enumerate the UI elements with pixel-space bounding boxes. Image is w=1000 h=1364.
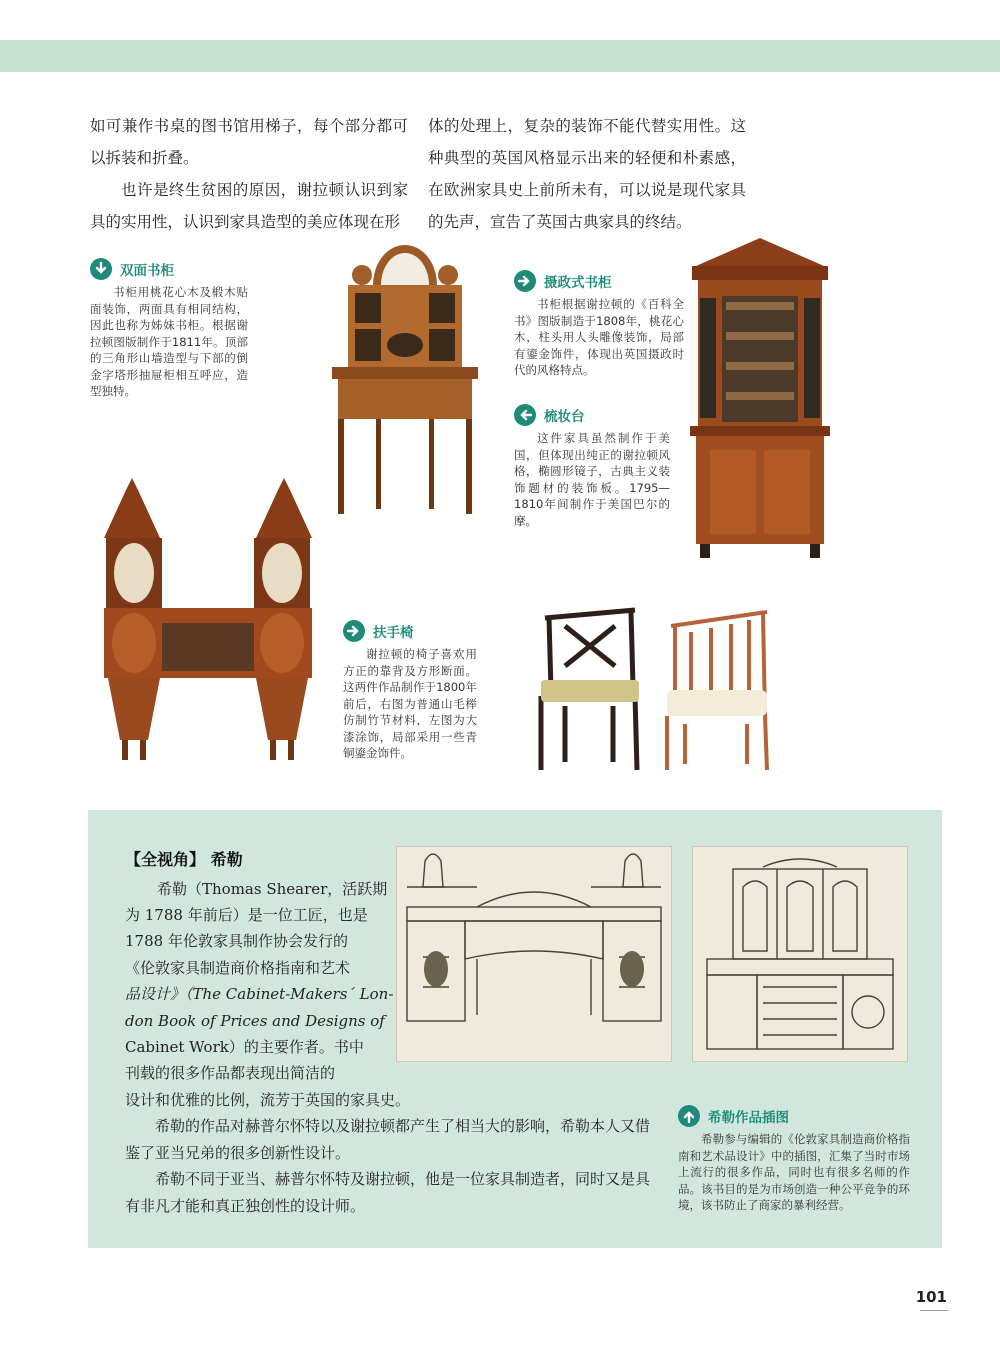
caption-text: 书柜根据谢拉顿的《百科全书》图版制造于1808年，桃花心木，柱头用人头雕像装饰，局部有鎏金饰件，体现出英国摄政时代的风格特点。 — [514, 297, 684, 377]
caption-text: 这件家具虽然制作于美国，但体现出纯正的谢拉顿风格，椭圆形镜子，古典主义装饰题材的装饰板。1795—1810年间制作于美国巴尔的摩。 — [514, 431, 670, 528]
panel-line: 刊载的很多作品都表现出简洁的 — [125, 1064, 336, 1082]
caption-text: 书柜用桃花心木及椴木贴面装饰，两面具有相同结构，因此也称为姊妹书柜。根据谢拉顿图版制作于1811年。顶部的三角形山墙造型与下部的倒金字塔形抽屉柜相互呼应，造型独特。 — [90, 285, 248, 398]
panel-paragraph-3: 希勒不同于亚当、赫普尔怀特及谢拉顿，他是一位家具制造者，同时又是具有非凡才能和真正独创性的设计师。 — [125, 1170, 651, 1215]
caption-text: 谢拉顿的椅子喜欢用方正的靠背及方形断面。这两件作品制作于1800年前后，右图为普通山毛榉仿制竹节材料，左图为大漆涂饰，局部采用一些青铜鎏金饰件。 — [343, 647, 477, 760]
double-bookcase-photo — [100, 478, 316, 764]
caption-title: 摄政式书柜 — [544, 275, 612, 291]
caption-double-bookcase — [90, 258, 248, 400]
panel-line: 希勒（Thomas Shearer，活跃期 — [157, 880, 388, 898]
panel-line: 品设计》（The Cabinet-Makers´ Lon- — [125, 985, 394, 1003]
caption-armchair — [343, 620, 477, 762]
regency-bookcase-photo — [686, 238, 834, 560]
page-number: 101 — [915, 1288, 947, 1306]
dressing-table-photo — [330, 235, 480, 517]
panel-line: 为 1788 年前后）是一位工匠，也是 — [125, 906, 368, 924]
arrow-right-icon — [343, 620, 365, 642]
panel-heading: 【全视角】 希勒 — [125, 850, 243, 869]
arrow-up-icon — [678, 1105, 700, 1127]
engraving-secretaire-bookcase — [692, 846, 908, 1062]
panel-line: 设计和优雅的比例，流芳于英国的家具史。 — [125, 1091, 411, 1109]
panel-line: Cabinet Work）的主要作者。书中 — [125, 1038, 364, 1056]
caption-dressing-table — [514, 404, 670, 529]
arrow-left-icon — [514, 404, 536, 426]
body-paragraph-2: 也许是终生贫困的原因，谢拉顿认识到家具的实用性，认识到家具造型的美应体现在形 — [90, 181, 408, 231]
page-number-rule — [920, 1310, 948, 1311]
engraving-writing-table — [396, 846, 672, 1062]
caption-title: 希勒作品插图 — [708, 1110, 789, 1126]
body-paragraph-1: 如可兼作书桌的图书馆用梯子，每个部分都可以拆装和折叠。 — [90, 117, 408, 167]
arrow-right-icon — [514, 270, 536, 292]
caption-text: 希勒参与编辑的《伦敦家具制造商价格指南和艺术品设计》中的插图，汇集了当时市场上流行的很多作品，同时也有很多名师的作品。该书目的是为市场创造一种公平竞争的环境，该书防止了商家的暴利经营。 — [678, 1132, 910, 1212]
armchairs-photo — [535, 606, 783, 774]
caption-title: 扶手椅 — [373, 625, 414, 641]
body-paragraph-3: 体的处理上，复杂的装饰不能代替实用性。这种典型的英国风格显示出来的轻便和朴素感，在欧洲家具史上前所未有，可以说是现代家具的先声，宣告了英国古典家具的终结。 — [428, 117, 746, 231]
caption-regency-bookcase — [514, 270, 684, 379]
caption-title: 梳妆台 — [544, 409, 585, 425]
panel-line: 1788 年伦敦家具制作协会发行的 — [125, 932, 348, 950]
arrow-down-icon — [90, 258, 112, 280]
panel-paragraph-2: 希勒的作品对赫普尔怀特以及谢拉顿都产生了相当大的影响，希勒本人又借鉴了亚当兄弟的很多创新性设计。 — [125, 1117, 651, 1162]
panel-line: 《伦敦家具制造商价格指南和艺术 — [125, 959, 351, 977]
top-color-band — [0, 40, 1000, 72]
panel-line: don Book of Prices and Designs of — [125, 1012, 385, 1030]
caption-shearer-plates — [678, 1105, 910, 1214]
caption-title: 双面书柜 — [120, 263, 174, 279]
